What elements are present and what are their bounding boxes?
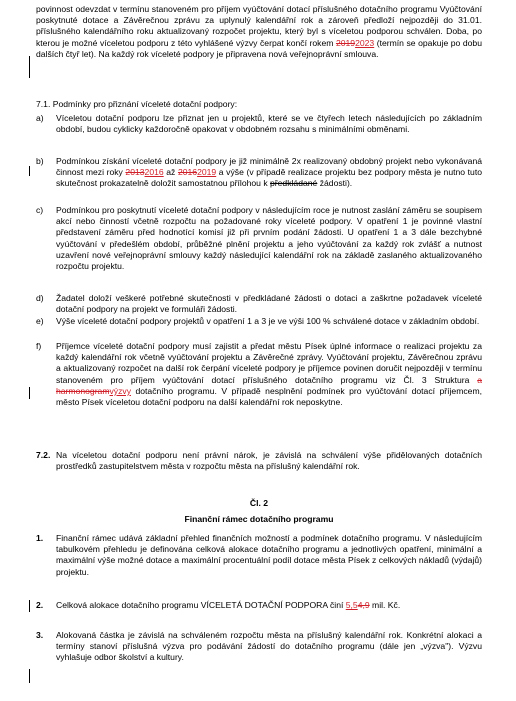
text-run: Podmínkou získání víceleté dotační podpory je již minimálně 2x realizovaný obdobný projekt nebo vykonávaná činnost mezi roky: [56, 156, 482, 178]
list-item-d: [36, 293, 482, 315]
change-bar: [29, 56, 30, 78]
item-number: 1.: [36, 533, 44, 543]
inserted-year: 2019: [197, 167, 217, 178]
list-item-c: [36, 205, 482, 272]
change-bar: [29, 600, 30, 612]
list-label: f): [36, 341, 42, 351]
text-run: a výše (v případě realizace projektu bez podpory města je nutno tuto skutečnost prokazatelně doložit samostatnou přílohou k: [56, 167, 482, 189]
item-number: 3.: [36, 630, 44, 640]
inserted-year: 2023: [355, 37, 375, 48]
item-number: 2.: [36, 600, 44, 610]
deleted-year: 2013: [125, 167, 145, 178]
text-run: dotačního programu. V případě nesplnění podmínek pro vyúčtování dotací příjemcem, město Písek víceletou dotační podporu na další kalendářní rok neposkytne.: [56, 385, 482, 408]
text-run: Celková alokace dotačního programu VÍCELETÁ DOTAČNÍ PODPORA činí: [56, 600, 346, 610]
intro-paragraph: [36, 4, 482, 60]
list-label: a): [36, 113, 44, 123]
change-bar: [29, 387, 30, 399]
change-bar: [29, 166, 30, 176]
list-item-b: [36, 156, 482, 190]
deleted-year: 2016: [177, 167, 198, 178]
list-item-text: Podmínkou pro poskytnutí víceleté dotační podpory v následujícím roce je nutnost zaslání záměru se soupisem akcí nebo činností včetně rozpočtu na požadované roky víceleté podpory. V opatření 1 je povinné vlastní představení záměru před hodnotící komisí již při prvním podání žádosti. U opatření 1 a 3 dále bezchybné vyúčtování v předešlém období, průběžné plnění projektu a jeho vyúčtování za každý rok zvlášť a nutnost uzavření nové veřejnoprávní smlouvy každý následující kalendářní rok na základě zaslaného aktualizovaného rozpočtu projektu.: [56, 205, 482, 272]
item-text: [56, 600, 482, 611]
list-item-text: Víceletou dotační podporu lze přiznat jen u projektů, které se ve čtyřech letech následujících po základním období, budou cyklicky každoročně opakovat v obdobném rozsahu s minimálními obměnami.: [56, 113, 482, 135]
list-item-f: [36, 341, 482, 408]
list-label: d): [36, 293, 44, 303]
list-label: c): [36, 205, 44, 215]
inserted-year: 2016: [144, 167, 164, 178]
list-label: b): [36, 156, 44, 166]
item-text: Finanční rámec udává základní přehled finančních možností a podmínek dotačního programu. V následujícím tabulkovém přehledu je definována celková alokace dotačního programu a jednotlivých opatření, minimální a maximální výše možné dotace a maximální procentuální podíl dotace města Písek z celkových nákladů (výdajů) projektu.: [56, 533, 482, 577]
list-item-text: [56, 341, 482, 408]
inserted-text: výzvy: [109, 385, 131, 396]
list-item-text: Výše víceleté dotační podpory projektů v opatření 1 a 3 je ve výši 100 % schválené dotace v základním období.: [56, 316, 480, 326]
section-7-2: [36, 450, 482, 472]
list-item-text: Žadatel doloží veškeré potřebné skutečnosti v předkládané žádosti o dotaci a zaškrtne požadavek víceleté dotační podpory na projekt ve formuláři žádosti.: [56, 293, 482, 315]
list-label: e): [36, 316, 44, 326]
list-item-e: [36, 316, 482, 327]
intro-text: povinnost odevzdat v termínu stanoveném pro příjem vyúčtování dotací příslušného dotačního programu Vyúčtování poskytnuté dotace a Závěrečnou zprávu za uplynulý kalendářní rok a zároveň předloží nejpozději do 31.01. příslušného kalendářního roku aktualizovaný rozpočet projektu, který byl s víceletou podporou schválen. Doba, po kterou je možné víceletou podporu z této vyhlášené výzvy čerpat končí rokem: [36, 4, 482, 48]
text-run: Příjemce víceleté dotační podpory musí zajistit a předat městu Písek úplné informace o realizaci projektu za každý kalendářní rok včetně vyúčtování projektu a Závěrečné zprávy. Vyúčtování projektu, Závěrečnou zprávu a aktualizovaný rozpočet na další rok čerpání víceleté podpory je příjemce povinen doručit nejpozději v termínu stanoveném pro příjem vyúčtování dotací příslušného dotačního programu viz Čl. 3 Struktura: [56, 341, 482, 385]
intro-text-end: (termín se opakuje po dobu dalších čtyř let). Na každý rok víceleté podpory je připravena nová veřejnoprávní smlouva.: [36, 37, 482, 59]
deleted-year: 2019: [335, 37, 356, 48]
numbered-item-2: [36, 600, 482, 611]
change-bar: [29, 669, 30, 683]
inserted-amount: 5,5: [345, 600, 358, 610]
list-item-a: [36, 113, 482, 135]
deleted-amount: 4,9: [357, 600, 370, 610]
text-run: mil. Kč.: [369, 600, 401, 610]
deleted-text: předkládané: [270, 178, 318, 189]
list-item-text: [56, 156, 482, 190]
item-text: Alokovaná částka je závislá na schváleném rozpočtu města na příslušný kalendářní rok. Konkrétní alokaci a termíny stanoví příslušná výzva pro podávání žádostí do dotačního programu (dále jen „výzva"). Výzvu vyhlašuje odbor školství a kultury.: [56, 630, 482, 663]
text-run: až: [163, 167, 178, 178]
numbered-item-1: [36, 533, 482, 578]
article-number: Čl. 2: [249, 498, 269, 508]
section-7-2-text: Na víceletou dotační podporu není právní nárok, je závislá na schválení výše přidělovaných dotačních prostředků zastupitelstvem města v rozpočtu města na příslušný kalendářní rok.: [56, 450, 482, 472]
numbered-item-3: [36, 630, 482, 664]
article-title: Finanční rámec dotačního programu: [184, 514, 334, 524]
deleted-text: a harmonogram: [56, 374, 482, 396]
section-7-1-title: 7.1. Podmínky pro přiznání víceleté dotační podpory:: [36, 99, 238, 109]
text-run: žádosti).: [317, 178, 353, 189]
section-label: 7.2.: [36, 450, 51, 460]
